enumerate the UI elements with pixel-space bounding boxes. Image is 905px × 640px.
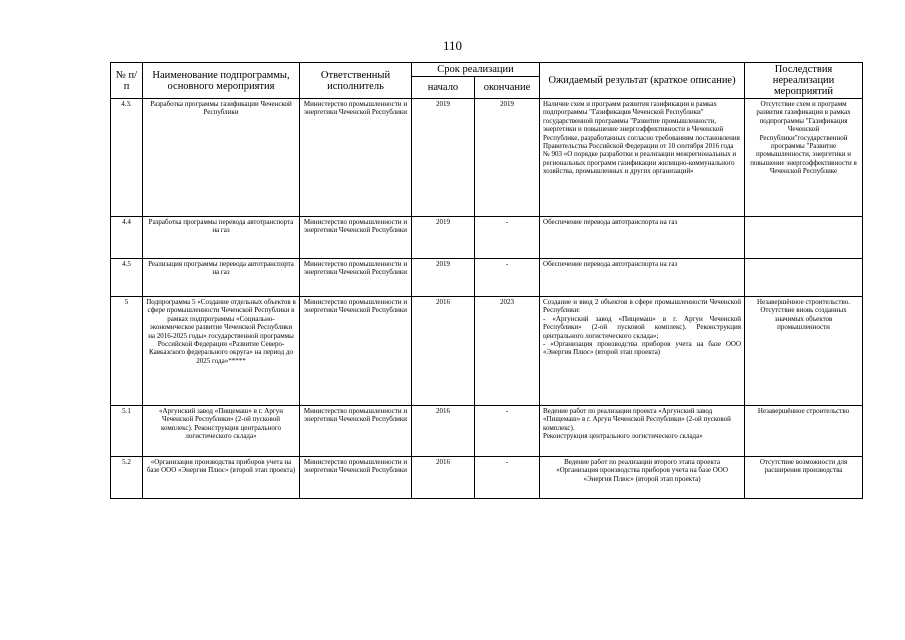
row-end: - xyxy=(475,217,540,259)
row-result: Ведение работ по реализации второго этапа проекта «Организация производства приборов учета на базе ООО «Энергия Плюс» (второй этап проекта) xyxy=(540,457,745,499)
table-row xyxy=(111,259,863,297)
row-start: 2019 xyxy=(412,217,475,259)
row-name: Реализация программы перевода автотранспорта на газ xyxy=(143,259,300,297)
row-result: Обеспечение перевода автотранспорта на газ xyxy=(540,217,745,259)
row-num: 4.4 xyxy=(111,217,143,259)
header-end: окончание xyxy=(475,77,540,99)
row-name: Разработка программы перевода автотранспорта на газ xyxy=(143,217,300,259)
row-consequences: Отсутствие схем и программ развития газификации в рамках подпрограммы "Газификация Чеченской Республики"государственной программы "Развитие промышленности, энергетики и повышение энергоэффективности в Чеченской Республике xyxy=(745,99,863,217)
row-name: Подпрограмма 5 «Создание отдельных объектов в сфере промышленности Чеченской Республики в рамках подпрограммы «Социально-экономическое развитие Чеченской Республики на 2016-2025 годы» государственной программы Российской Федерации «Развитие Северо-Кавказского федерального округа» на период до 2025 года»***** xyxy=(143,297,300,406)
row-responsible: Министерство промышленности и энергетики Чеченской Республики xyxy=(300,297,412,406)
row-name: «Организация производства приборов учета на базе ООО «Энергия Плюс» (второй этап проекта) xyxy=(143,457,300,499)
row-end: 2023 xyxy=(475,297,540,406)
header-start: начало xyxy=(412,77,475,99)
result-line: Реконструкция центрального логистического склада» xyxy=(543,432,703,441)
row-end: - xyxy=(475,259,540,297)
row-end: 2019 xyxy=(475,99,540,217)
row-responsible: Министерство промышленности и энергетики Чеченской Республики xyxy=(300,457,412,499)
row-consequences xyxy=(745,217,863,259)
measures-table xyxy=(110,62,863,499)
row-result: Обеспечение перевода автотранспорта на газ xyxy=(540,259,745,297)
table-row xyxy=(111,457,863,499)
row-result xyxy=(540,406,745,457)
header-result: Ожидаемый результат (краткое описание) xyxy=(540,63,745,99)
row-start: 2016 xyxy=(412,406,475,457)
row-result xyxy=(540,297,745,406)
result-line: Ведение работ по реализации проекта «Аргунский завод «Пищемаш» в г. Аргун Чеченской Республики» (2-ой пусковой комплекс). xyxy=(543,407,731,432)
row-start: 2016 xyxy=(412,297,475,406)
row-consequences: Незавершённое строительство xyxy=(745,406,863,457)
row-end: - xyxy=(475,457,540,499)
row-responsible: Министерство промышленности и энергетики Чеченской Республики xyxy=(300,217,412,259)
row-num: 5.1 xyxy=(111,406,143,457)
header-num: № п/п xyxy=(111,63,143,99)
result-line: Создание и ввод 2 объектов в сфере промышленности Чеченской Республики: xyxy=(543,298,742,315)
result-line: - «Аргунский завод «Пищемаш» в г. Аргун Чеченской Республики» (2-ой пусковой комплекс). Реконструкция центрального логистического склада»; xyxy=(543,314,742,340)
row-result: Наличие схем и программ развития газификации в рамках подпрограммы "Газификация Чеченской Республики" государственной программы "Развитие промышленности, энергетики и повышение энергоэффективности в Чеченской Республике, разработанных согласно требованиям постановления Правительства Российской Федерации от 10 сентября 2016 года № 903 «О порядке разработки и реализации межрегиональных и региональных программ газификации жилищно-коммунального хозяйства, промышленных и других организаций» xyxy=(540,99,745,217)
row-responsible: Министерство промышленности и энергетики Чеченской Республики xyxy=(300,259,412,297)
row-responsible: Министерство промышленности и энергетики Чеченской Республики xyxy=(300,406,412,457)
table-row xyxy=(111,297,863,406)
row-start: 2019 xyxy=(412,99,475,217)
header-period: Срок реализации xyxy=(412,63,540,77)
table-row xyxy=(111,406,863,457)
header-name: Наименование подпрограммы, основного мероприятия xyxy=(143,63,300,99)
header-responsible: Ответственный исполнитель xyxy=(300,63,412,99)
row-start: 2016 xyxy=(412,457,475,499)
result-line: - «Организация производства приборов учета на базе ООО «Энергия Плюс» (второй этап проекта) xyxy=(543,340,742,357)
row-num: 5.2 xyxy=(111,457,143,499)
row-responsible: Министерство промышленности и энергетики Чеченской Республики xyxy=(300,99,412,217)
row-name: Разработка программы газификации Чеченской Республики xyxy=(143,99,300,217)
row-start: 2019 xyxy=(412,259,475,297)
row-num: 4.3. xyxy=(111,99,143,217)
page-number: 110 xyxy=(442,38,463,53)
table-row xyxy=(111,217,863,259)
row-num: 4.5 xyxy=(111,259,143,297)
row-name: «Аргунский завод «Пищемаш» в г. Аргун Чеченской Республики» (2-ой пусковой комплекс). Реконструкция центрального логистического склада» xyxy=(143,406,300,457)
row-end: - xyxy=(475,406,540,457)
header-consequences: Последствия нереализации мероприятий xyxy=(745,63,863,99)
row-num: 5 xyxy=(111,297,143,406)
row-consequences: Незавершённое строительство. Отсутствие вновь созданных значимых объектов промышленности xyxy=(745,297,863,406)
table-row xyxy=(111,99,863,217)
row-consequences: Отсутствие возможности для расширения производства xyxy=(745,457,863,499)
row-consequences xyxy=(745,259,863,297)
